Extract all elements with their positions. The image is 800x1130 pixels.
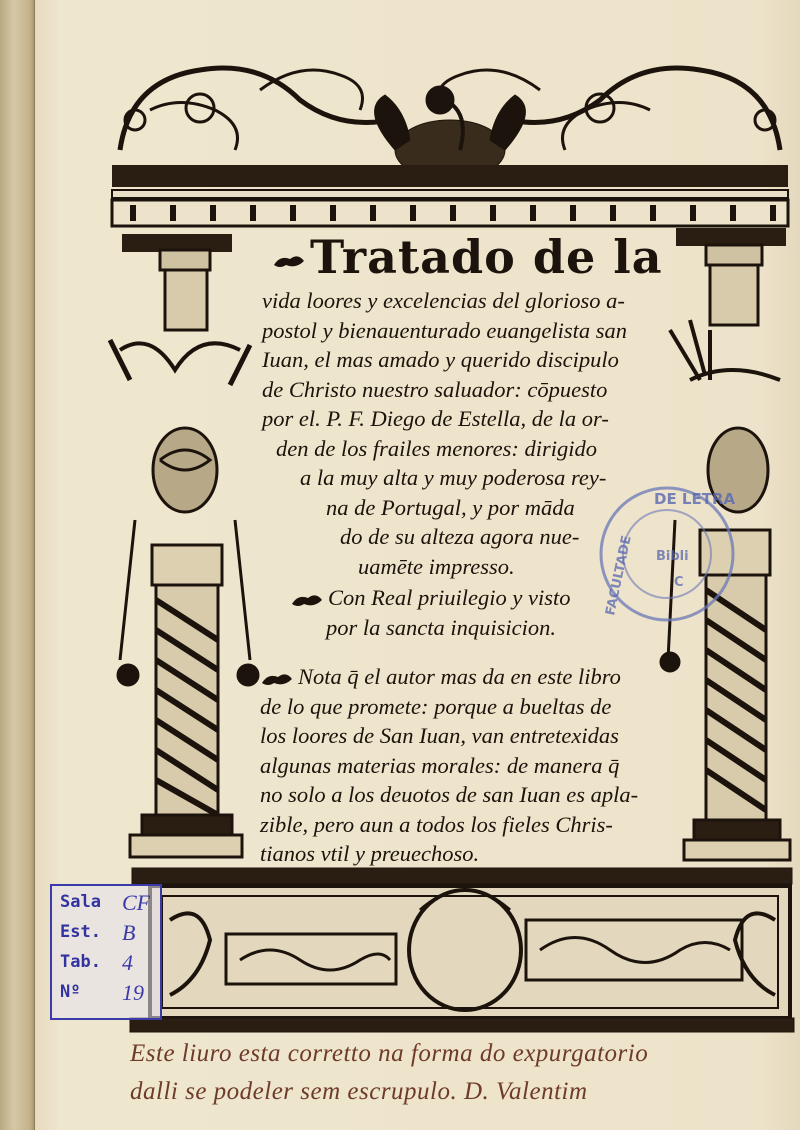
body-line: den de los frailes menores: dirigido [276,435,598,461]
note-line: algunas materias morales: de manera q̄ [260,752,620,778]
note-line: tianos vtil y preuechoso. [260,841,480,866]
body-line: do de su alteza agora nue- [340,524,580,549]
body-line: por el. P. F. Diego de Estella, de la or- [262,406,609,431]
manuscript-note-line: dalli se podeler sem escrupulo. D. Valentim [130,1078,588,1105]
left-column [110,250,258,857]
stamp-mid-text: Bibli [656,549,689,564]
fleuron-icon [260,669,294,689]
main-title: Tratado de la [272,228,692,286]
note-line: de lo que promete: porque a bueltas de [260,693,612,719]
stamp-tail-text: C [674,575,684,590]
shelf-row: Est. B [60,920,136,945]
manuscript-note-line: Este liuro esta corretto na forma do expurgatorio [130,1040,649,1067]
fleuron-icon [290,590,324,610]
shelf-row: Tab. 4 [60,950,133,975]
fleuron-icon [272,251,306,271]
stamp-side-text: FACULTADE [603,534,635,617]
body-line: na de Portugal, y por māda [326,494,575,520]
note-line: Nota q̄ el autor mas da en este libro [298,664,621,689]
body-line: vida loores y excelencias del glorioso a- [262,288,625,313]
body-line: uamēte impresso. [358,553,515,579]
stamp-top-text: DE LETRA [654,490,736,508]
shelf-row: Nº 19 [60,980,144,1005]
note-line: no solo a los deuotos de san Iuan es apla- [260,782,639,807]
library-stamp [592,474,742,634]
base-plinth [130,868,794,1032]
author-note [260,662,692,869]
shelf-row: Sala CF [60,890,151,915]
privilege-line: Con Real priuilegio y visto [328,585,571,610]
body-line: de Christo nuestro saluador: cōpuesto [262,376,608,402]
note-line: los loores de San Iuan, van entretexidas [260,723,619,748]
privilege-line: por la sancta inquisicion. [326,614,556,640]
shelf-mark-label [50,884,162,1020]
body-line: postol y bienauenturado euangelista san [262,317,627,343]
note-line: zible, pero aun a todos los fieles Chris- [260,811,613,837]
body-line: Iuan, el mas amado y querido discipulo [262,347,619,372]
body-line: a la muy alta y muy poderosa rey- [300,465,607,490]
